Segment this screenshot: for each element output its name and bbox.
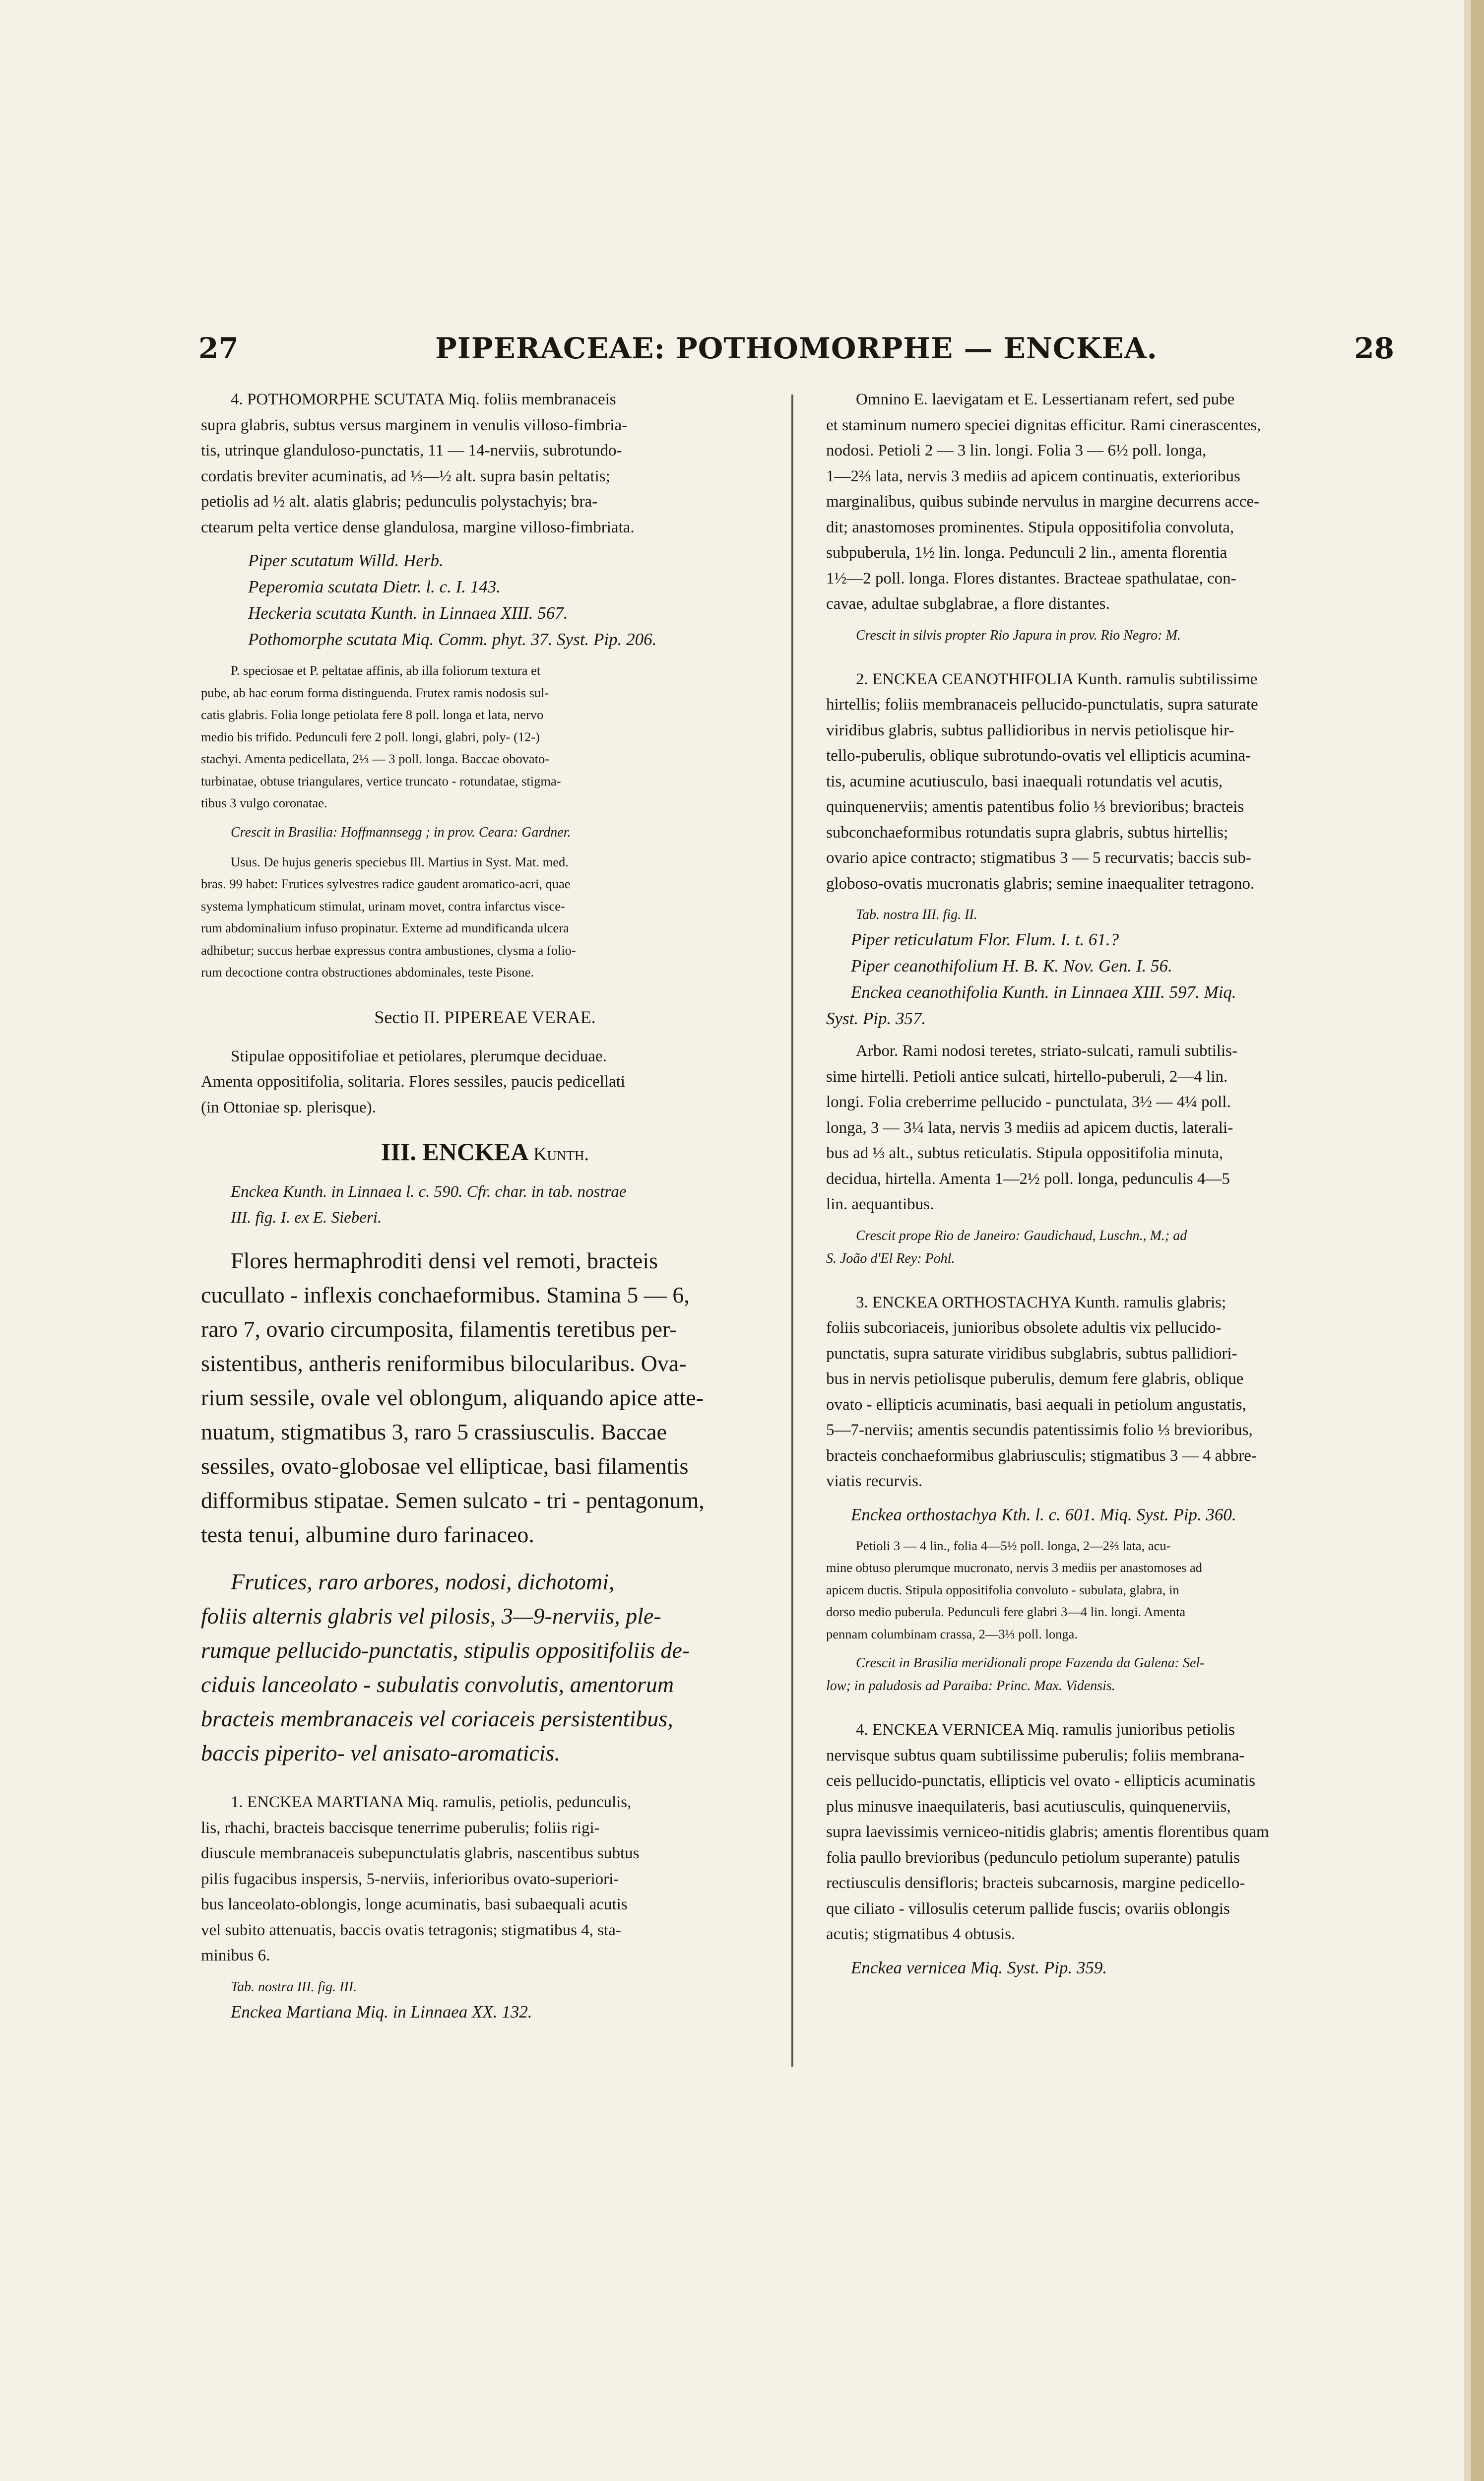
column-divider xyxy=(791,394,793,2067)
species-diagnosis-line: bracteis conchaeformibus glabriusculis; stigmatibus 3 — 4 abbre- xyxy=(826,1446,1257,1465)
description-line: decidua, hirtella. Amenta 1—2½ poll. longa, pedunculis 4—5 xyxy=(826,1170,1230,1188)
genus-title xyxy=(201,1133,769,1173)
species-diagnosis-line: 4. ENCKEA VERNICEA Miq. ramulis junioribus petiolis xyxy=(856,1721,1235,1739)
species-diagnosis-line: subconchaeformibus rotundatis supra glabris, subtus hirtellis; xyxy=(826,823,1228,842)
genus-habit-line: Frutices, raro arbores, nodosi, dichotomi, xyxy=(231,1569,615,1594)
species-diagnosis-line: ceis pellucido-punctatis, ellipticis vel ovato - ellipticis acuminatis xyxy=(826,1772,1256,1790)
synonym-line: Enckea vernicea Miq. Syst. Pip. 359. xyxy=(851,1958,1107,1977)
genus-character-line: raro 7, ovario circumposita, filamentis teretibus per- xyxy=(201,1316,677,1342)
description-line: longa, 3 — 3¼ lata, nervis 3 mediis ad apicem ductis, laterali- xyxy=(826,1118,1233,1137)
species-diagnosis-line: ovario apice contracto; stigmatibus 3 — 5 recurvatis; baccis sub- xyxy=(826,849,1251,867)
species-diagnosis-line: rectiusculis densifloris; bracteis subcarnosis, margine pedicello- xyxy=(826,1874,1245,1892)
genus-habit-line: ciduis lanceolato - subulatis convolutis, amentorum xyxy=(201,1672,674,1697)
species-diagnosis-line: bus in nervis petiolisque puberulis, demum fere glabris, oblique xyxy=(826,1370,1244,1388)
description-line: bus ad ⅓ alt., subtus reticulatis. Stipula oppositifolia minuta, xyxy=(826,1144,1224,1162)
genus-habit-line: baccis piperito- vel anisato-aromaticis. xyxy=(201,1740,560,1765)
species-enckea-vernicea xyxy=(826,1717,1394,1981)
description-line: turbinatae, obtuse triangulares, vertice truncato - rotundatae, stigma- xyxy=(201,773,561,788)
genus-reference: III. fig. I. ex E. Sieberi. xyxy=(231,1208,382,1227)
section-line: (in Ottoniae sp. plerisque). xyxy=(201,1098,376,1116)
synonym-line: Pothomorphe scutata Miq. Comm. phyt. 37. Syst. Pip. 206. xyxy=(248,630,657,649)
usus-line: rum decoctione contra obstructiones abdominales, teste Pisone. xyxy=(201,965,534,979)
plate-reference: Tab. nostra III. fig. II. xyxy=(856,907,977,922)
species-diagnosis-line: tello-puberulis, oblique subrotundo-ovatis vel ellipticis acumina- xyxy=(826,747,1251,765)
genus-name: III. ENCKEA xyxy=(381,1138,527,1166)
description-line: pennam columbinam crassa, 2—3⅓ poll. longa. xyxy=(826,1626,1078,1641)
species-diagnosis-line: acutis; stigmatibus 4 obtusis. xyxy=(826,1925,1016,1943)
synonym-line: Syst. Pip. 357. xyxy=(826,1009,926,1028)
locality-note: Crescit in Brasilia meridionali prope Fazenda da Galena: Sel- xyxy=(856,1655,1205,1671)
species-diagnosis-line: hirtellis; foliis membranaceis pellucido-punctulatis, supra saturate xyxy=(826,696,1258,714)
synonym-line: Peperomia scutata Dietr. l. c. I. 143. xyxy=(248,577,501,596)
species-diagnosis-line: 5—7-nerviis; amentis secundis patentissimis folio ⅓ brevioribus, xyxy=(826,1421,1253,1439)
description-line: catis glabris. Folia longe petiolata fere 8 poll. longa et lata, nervo xyxy=(201,707,544,722)
species-diagnosis-line: diuscule membranaceis subepunctulatis glabris, nascentibus subtus xyxy=(201,1844,640,1862)
species-diagnosis-line: folia paullo brevioribus (pedunculo petiolum superante) patulis xyxy=(826,1848,1240,1867)
description-line: pube, ab hac eorum forma distinguenda. Frutex ramis nodosis sul- xyxy=(201,685,549,700)
species-enckea-orthostachya xyxy=(826,1290,1394,1698)
description-line: Omnino E. laevigatam et E. Lessertianam refert, sed pube xyxy=(856,391,1235,408)
description-line: mine obtuso plerumque mucronato, nervis 3 mediis per anastomoses ad xyxy=(826,1560,1203,1575)
description-line: Arbor. Rami nodosi teretes, striato-sulcati, ramuli subtilis- xyxy=(856,1042,1237,1060)
description-line: longi. Folia creberrime pellucido - punctulata, 3½ — 4¼ poll. xyxy=(826,1093,1231,1111)
species-diagnosis-line: viridibus glabris, subtus pallidioribus in nervis petiolisque hir- xyxy=(826,721,1234,739)
page-edge xyxy=(1471,0,1484,2481)
synonym-line: Piper scutatum Willd. Herb. xyxy=(248,551,444,570)
species-diagnosis-line: supra glabris, subtus versus marginem in venulis villoso-fimbria- xyxy=(201,416,628,434)
synonym-line: Enckea ceanothifolia Kunth. in Linnaea XIII. 597. Miq. xyxy=(851,982,1236,1002)
section-title: Sectio II. PIPEREAE VERAE. xyxy=(374,1007,596,1027)
description-line: nodosi. Petioli 2 — 3 lin. longi. Folia 3 — 6½ poll. longa, xyxy=(826,442,1207,459)
description-line: stachyi. Amenta pedicellata, 2⅓ — 3 poll. longa. Baccae obovato- xyxy=(201,751,550,766)
species-diagnosis-line: que ciliato - villosulis ceterum pallide fuscis; ovariis oblongis xyxy=(826,1899,1230,1918)
genus-character-line: Flores hermaphroditi densi vel remoti, bracteis xyxy=(231,1248,658,1273)
page-header xyxy=(198,331,1394,371)
species-diagnosis-line: pilis fugacibus inspersis, 5-nerviis, inferioribus ovato-superiori- xyxy=(201,1870,619,1888)
usus-line: Usus. De hujus generis speciebus Ill. Martius in Syst. Mat. med. xyxy=(231,854,569,869)
locality-note: Crescit in Brasilia: Hoffmannsegg ; in prov. Ceara: Gardner. xyxy=(231,824,571,840)
synonym-line: Piper reticulatum Flor. Flum. I. t. 61.? xyxy=(851,930,1119,949)
section-line: Amenta oppositifolia, solitaria. Flores sessiles, paucis pedicellati xyxy=(201,1073,626,1091)
genus-character-line: sistentibus, antheris reniformibus bilocularibus. Ova- xyxy=(201,1351,687,1376)
left-column xyxy=(201,387,769,2025)
description-line: subpuberula, 1½ lin. longa. Pedunculi 2 lin., amenta florentia xyxy=(826,544,1227,562)
page-number-right: 28 xyxy=(1354,331,1394,365)
species-diagnosis-line: petiolis ad ½ alt. alatis glabris; pedunculis polystachyis; bra- xyxy=(201,493,598,511)
synonym-line: Enckea Martiana Miq. in Linnaea XX. 132. xyxy=(231,2002,532,2022)
species-diagnosis-line: quinquenerviis; amentis patentibus folio ⅓ brevioribus; bracteis xyxy=(826,798,1244,816)
usus-line: rum abdominalium infuso propinatur. Externe ad mundificanda ulcera xyxy=(201,920,569,935)
usus-line: systema lymphaticum stimulat, urinam movet, contra infarctus visce- xyxy=(201,898,565,914)
usus-line: bras. 99 habet: Frutices sylvestres radice gaudent aromatico-acri, quae xyxy=(201,876,571,891)
locality-note: Crescit prope Rio de Janeiro: Gaudichaud, Luschn., M.; ad xyxy=(856,1228,1187,1243)
description-line: cavae, adultae subglabrae, a flore distantes. xyxy=(826,595,1110,613)
species-diagnosis-line: 3. ENCKEA ORTHOSTACHYA Kunth. ramulis glabris; xyxy=(856,1293,1226,1311)
right-column xyxy=(826,387,1394,1981)
species-diagnosis-line: ctearum pelta vertice dense glandulosa, margine villoso-fimbriata. xyxy=(201,518,635,536)
species-pothomorphe-scutata xyxy=(201,387,769,983)
species-diagnosis-line: nervisque subtus quam subtilissime puberulis; foliis membrana- xyxy=(826,1746,1245,1764)
species-diagnosis-line: tis, acumine acutiusculo, basi inaequali rotundatis vel acutis, xyxy=(826,772,1223,790)
genus-character-line: cucullato - inflexis conchaeformibus. Stamina 5 — 6, xyxy=(201,1282,690,1307)
species-diagnosis-line: 4. POTHOMORPHE SCUTATA Miq. foliis membranaceis xyxy=(231,391,616,408)
description-line: dorso medio puberula. Pedunculi fere glabri 3—4 lin. longi. Amenta xyxy=(826,1604,1186,1619)
locality-note: S. João d'El Rey: Pohl. xyxy=(826,1250,955,1266)
synonym-line: Enckea orthostachya Kth. l. c. 601. Miq. Syst. Pip. 360. xyxy=(851,1504,1236,1524)
species-diagnosis-line: plus minusve inaequilateris, basi acutiusculis, quinquenerviis, xyxy=(826,1797,1231,1816)
species-diagnosis-line: punctatis, supra saturate viridibus subglabris, subtus pallidiori- xyxy=(826,1344,1237,1363)
description-line: Petioli 3 — 4 lin., folia 4—5½ poll. longa, 2—2⅔ lata, acu- xyxy=(856,1538,1171,1553)
species-diagnosis-line: 1. ENCKEA MARTIANA Miq. ramulis, petiolis, pedunculis, xyxy=(231,1793,632,1811)
genus-character-line: rium sessile, ovale vel oblongum, aliquando apice atte- xyxy=(201,1385,704,1410)
species-diagnosis-line: tis, utrinque glanduloso-punctatis, 11 — 14-nerviis, subrotundo- xyxy=(201,442,622,459)
species-diagnosis-line: vel subito attenuatis, baccis ovatis tetragonis; stigmatibus 4, sta- xyxy=(201,1921,621,1939)
species-diagnosis-line: foliis subcoriaceis, junioribus obsolete adultis vix pellucido- xyxy=(826,1319,1222,1337)
description-line: et staminum numero speciei dignitas efficitur. Rami cinerascentes, xyxy=(826,416,1261,434)
locality-note: Crescit in silvis propter Rio Japura in prov. Rio Negro: M. xyxy=(856,627,1181,643)
usus-line: adhibetur; succus herbae expressus contra ambustiones, clysma a folio- xyxy=(201,942,576,958)
species-diagnosis-line: globoso-ovatis mucronatis glabris; semine inaequaliter tetragono. xyxy=(826,874,1255,893)
description-line: apicem ductis. Stipula oppositifolia convoluto - subulata, glabra, in xyxy=(826,1582,1179,1597)
species-diagnosis-line: bus lanceolato-oblongis, longe acuminatis, basi subaequali acutis xyxy=(201,1895,628,1913)
genus-habit-line: rumque pellucido-punctatis, stipulis oppositifoliis de- xyxy=(201,1637,690,1663)
genus-author: Kunth. xyxy=(533,1144,589,1165)
running-title: PIPERACEAE: POTHOMORPHE — ENCKEA. xyxy=(435,331,1158,365)
species-diagnosis-line: minibus 6. xyxy=(201,1947,270,1964)
genus-character-line: nuatum, stigmatibus 3, raro 5 crassiusculis. Baccae xyxy=(201,1419,667,1444)
description-line: sime hirtelli. Petioli antice sulcati, hirtello-puberuli, 2—4 lin. xyxy=(826,1067,1228,1086)
synonym-line: Piper ceanothifolium H. B. K. Nov. Gen. I. 56. xyxy=(851,956,1172,976)
species-diagnosis-line: ovato - ellipticis acuminatis, basi aequali in petiolum angustatis, xyxy=(826,1395,1246,1414)
description-line: marginalibus, quibus subinde nervulus in margine decurrens acce- xyxy=(826,493,1260,511)
species-enckea-martiana xyxy=(201,1790,769,2025)
genus-character-line: sessiles, ovato-globosae vel ellipticae, basi filamentis xyxy=(201,1453,689,1479)
plate-reference: Tab. nostra III. fig. III. xyxy=(231,1979,357,1995)
genus-character-line: testa tenui, albumine duro farinaceo. xyxy=(201,1522,534,1547)
description-line: 1—2⅔ lata, nervis 3 mediis ad apicem continuatis, exterioribus xyxy=(826,467,1240,485)
species-diagnosis-line: viatis recurvis. xyxy=(826,1472,923,1490)
description-line: 1½—2 poll. longa. Flores distantes. Bracteae spathulatae, con- xyxy=(826,569,1236,588)
species-diagnosis-line: supra laevissimis verniceo-nitidis glabris; amentis florentibus quam xyxy=(826,1823,1269,1841)
section-line: Stipulae oppositifoliae et petiolares, plerumque deciduae. xyxy=(231,1047,607,1065)
species-diagnosis-line: 2. ENCKEA CEANOTHIFOLIA Kunth. ramulis subtilissime xyxy=(856,670,1258,688)
species-enckea-ceanothifolia xyxy=(826,667,1394,1270)
species-enckea-martiana-cont xyxy=(826,387,1394,647)
genus-habit-line: bracteis membranaceis vel coriaceis persistentibus, xyxy=(201,1706,673,1731)
species-diagnosis-line: lis, rhachi, bracteis baccisque tenerrime puberulis; foliis rigi- xyxy=(201,1819,600,1837)
genus-habit-line: foliis alternis glabris vel pilosis, 3—9-nerviis, ple- xyxy=(201,1603,661,1629)
locality-note: low; in paludosis ad Paraiba: Princ. Max. Vidensis. xyxy=(826,1678,1115,1694)
description-line: P. speciosae et P. peltatae affinis, ab illa foliorum textura et xyxy=(231,663,541,678)
genus-reference: Enckea Kunth. in Linnaea l. c. 590. Cfr. char. in tab. nostrae xyxy=(231,1183,627,1201)
page-edge-shadow xyxy=(1464,0,1471,2481)
description-line: dit; anastomoses prominentes. Stipula oppositifolia convoluta, xyxy=(826,518,1234,536)
species-diagnosis-line: cordatis breviter acuminatis, ad ⅓—½ alt. supra basin peltatis; xyxy=(201,467,610,485)
description-line: medio bis trifido. Pedunculi fere 2 poll. longi, glabri, poly- (12-) xyxy=(201,729,540,744)
genus-character-line: difformibus stipatae. Semen sulcato - tri - pentagonum, xyxy=(201,1488,705,1513)
synonym-line: Heckeria scutata Kunth. in Linnaea XIII. 567. xyxy=(248,603,568,623)
page-number-left: 27 xyxy=(198,331,239,365)
description-line: tibus 3 vulgo coronatae. xyxy=(201,795,327,810)
description-line: lin. aequantibus. xyxy=(826,1195,934,1213)
